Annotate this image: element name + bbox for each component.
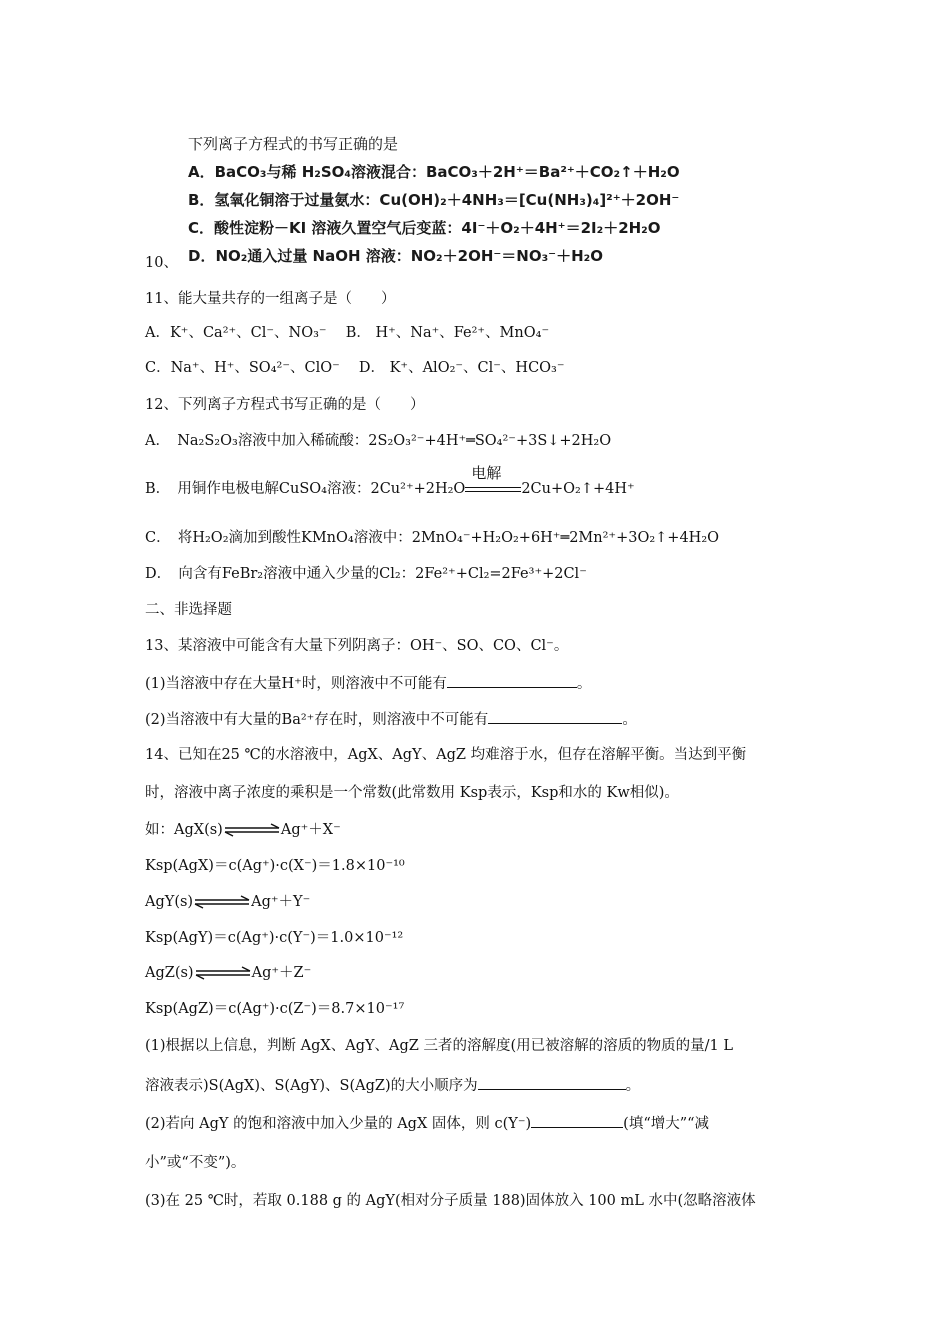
- answer-blank[interactable]: [531, 1113, 623, 1128]
- q12-option-b-right: 2Cu+O₂↑+4H⁺: [521, 481, 635, 497]
- q11-stem: 11、能大量共存的一组离子是（ ）: [145, 291, 396, 307]
- ksp-agy: Ksp(AgY)＝c(Ag⁺)·c(Y⁻)＝1.0×10⁻¹²: [145, 930, 404, 946]
- answer-blank[interactable]: [447, 673, 577, 688]
- q12-option-b-left: B． 用铜作电极电解CuSO₄溶液：2Cu²⁺+2H₂O: [145, 481, 466, 497]
- q14-line-1: 14、已知在25 ℃的水溶液中，AgX、AgY、AgZ 均难溶于水，但存在溶解平衡。当达到平衡: [145, 747, 747, 763]
- equilibrium-agz: AgZ(s) Ag⁺＋Z⁻: [145, 965, 312, 981]
- ksp-agz: Ksp(AgZ)＝c(Ag⁺)·c(Z⁻)＝8.7×10⁻¹⁷: [145, 1001, 405, 1017]
- electrolysis-arrow: [465, 464, 521, 499]
- q10-option-a: A．BaCO₃与稀 H₂SO₄溶液混合：BaCO₃＋2H⁺＝Ba²⁺＋CO₂↑＋H₂O: [188, 163, 680, 181]
- q11-options-ab: A．K⁺、Ca²⁺、Cl⁻、NO₃⁻ B． H⁺、Na⁺、Fe²⁺、MnO₄⁻: [145, 325, 550, 341]
- q14-line-2: 时，溶液中离子浓度的乘积是一个常数(此常数用 Ksp表示，Ksp和水的 Kw相似)。: [145, 785, 679, 801]
- answer-blank[interactable]: [478, 1075, 626, 1090]
- q14-part-1-line-1: (1)根据以上信息，判断 AgX、AgY、AgZ 三者的溶解度(用已被溶解的溶质的物质的量/1 L: [145, 1038, 733, 1054]
- q12-option-b: [145, 464, 635, 499]
- equilibrium-agy: AgY(s) Ag⁺＋Y⁻: [145, 894, 311, 910]
- q14-part-2-line-2: 小”或“不变”)。: [145, 1155, 246, 1171]
- question-10-scan-image: [182, 130, 680, 266]
- answer-blank[interactable]: [488, 709, 622, 724]
- q13-part-2: (2)当溶液中有大量的Ba²⁺存在时，则溶液中不可能有 。: [145, 709, 637, 730]
- electrolysis-label: 电解: [471, 464, 502, 482]
- equilibrium-agx: 如：AgX(s) Ag⁺＋X⁻: [145, 822, 341, 838]
- q14-part-3: (3)在 25 ℃时，若取 0.188 g 的 AgY(相对分子质量 188)固体放入 100 mL 水中(忽略溶液体: [145, 1193, 756, 1209]
- q12-option-d: D． 向含有FeBr₂溶液中通入少量的Cl₂：2Fe²⁺+Cl₂=2Fe³⁺+2Cl⁻: [145, 566, 587, 582]
- reversible-arrow-icon: [223, 823, 281, 837]
- reversible-arrow-icon: [193, 895, 251, 909]
- q12-option-c: C． 将H₂O₂滴加到酸性KMnO₄溶液中：2MnO₄⁻+H₂O₂+6H⁺═2Mn²⁺+3O₂↑+4H₂O: [145, 530, 720, 546]
- q10-number: 10、: [145, 255, 178, 271]
- q10-option-d: D．NO₂通入过量 NaOH 溶液：NO₂＋2OH⁻＝NO₃⁻＋H₂O: [188, 247, 603, 265]
- q11-options-cd: C．Na⁺、H⁺、SO₄²⁻、ClO⁻ D． K⁺、AlO₂⁻、Cl⁻、HCO₃⁻: [145, 360, 565, 376]
- reversible-arrow-icon: [194, 966, 252, 980]
- q14-part-1-line-2: 溶液表示)S(AgX)、S(AgY)、S(AgZ)的大小顺序为 。: [145, 1075, 640, 1096]
- q12-stem: 12、下列离子方程式书写正确的是（ ）: [145, 397, 425, 413]
- q14-part-2-line-1: (2)若向 AgY 的饱和溶液中加入少量的 AgX 固体，则 c(Y⁻) (填“增大”“减: [145, 1113, 709, 1134]
- q10-option-c: C．酸性淀粉－KI 溶液久置空气后变蓝：4I⁻＋O₂＋4H⁺＝2I₂＋2H₂O: [188, 219, 661, 237]
- q10-title: 下列离子方程式的书写正确的是: [188, 135, 399, 153]
- ksp-agx: Ksp(AgX)＝c(Ag⁺)·c(X⁻)＝1.8×10⁻¹⁰: [145, 858, 405, 874]
- q12-option-a: A． Na₂S₂O₃溶液中加入稀硫酸：2S₂O₃²⁻+4H⁺═SO₄²⁻+3S↓+2H₂O: [145, 433, 612, 449]
- section-heading: 二、非选择题: [145, 602, 232, 618]
- q13-part-1: (1)当溶液中存在大量H⁺时，则溶液中不可能有 。: [145, 673, 591, 694]
- q10-option-b: B．氢氧化铜溶于过量氨水：Cu(OH)₂＋4NH₃＝[Cu(NH₃)₄]²⁺＋2OH⁻: [188, 191, 680, 209]
- q13-stem: 13、某溶液中可能含有大量下列阴离子：OH⁻、SO、CO、Cl⁻。: [145, 638, 569, 654]
